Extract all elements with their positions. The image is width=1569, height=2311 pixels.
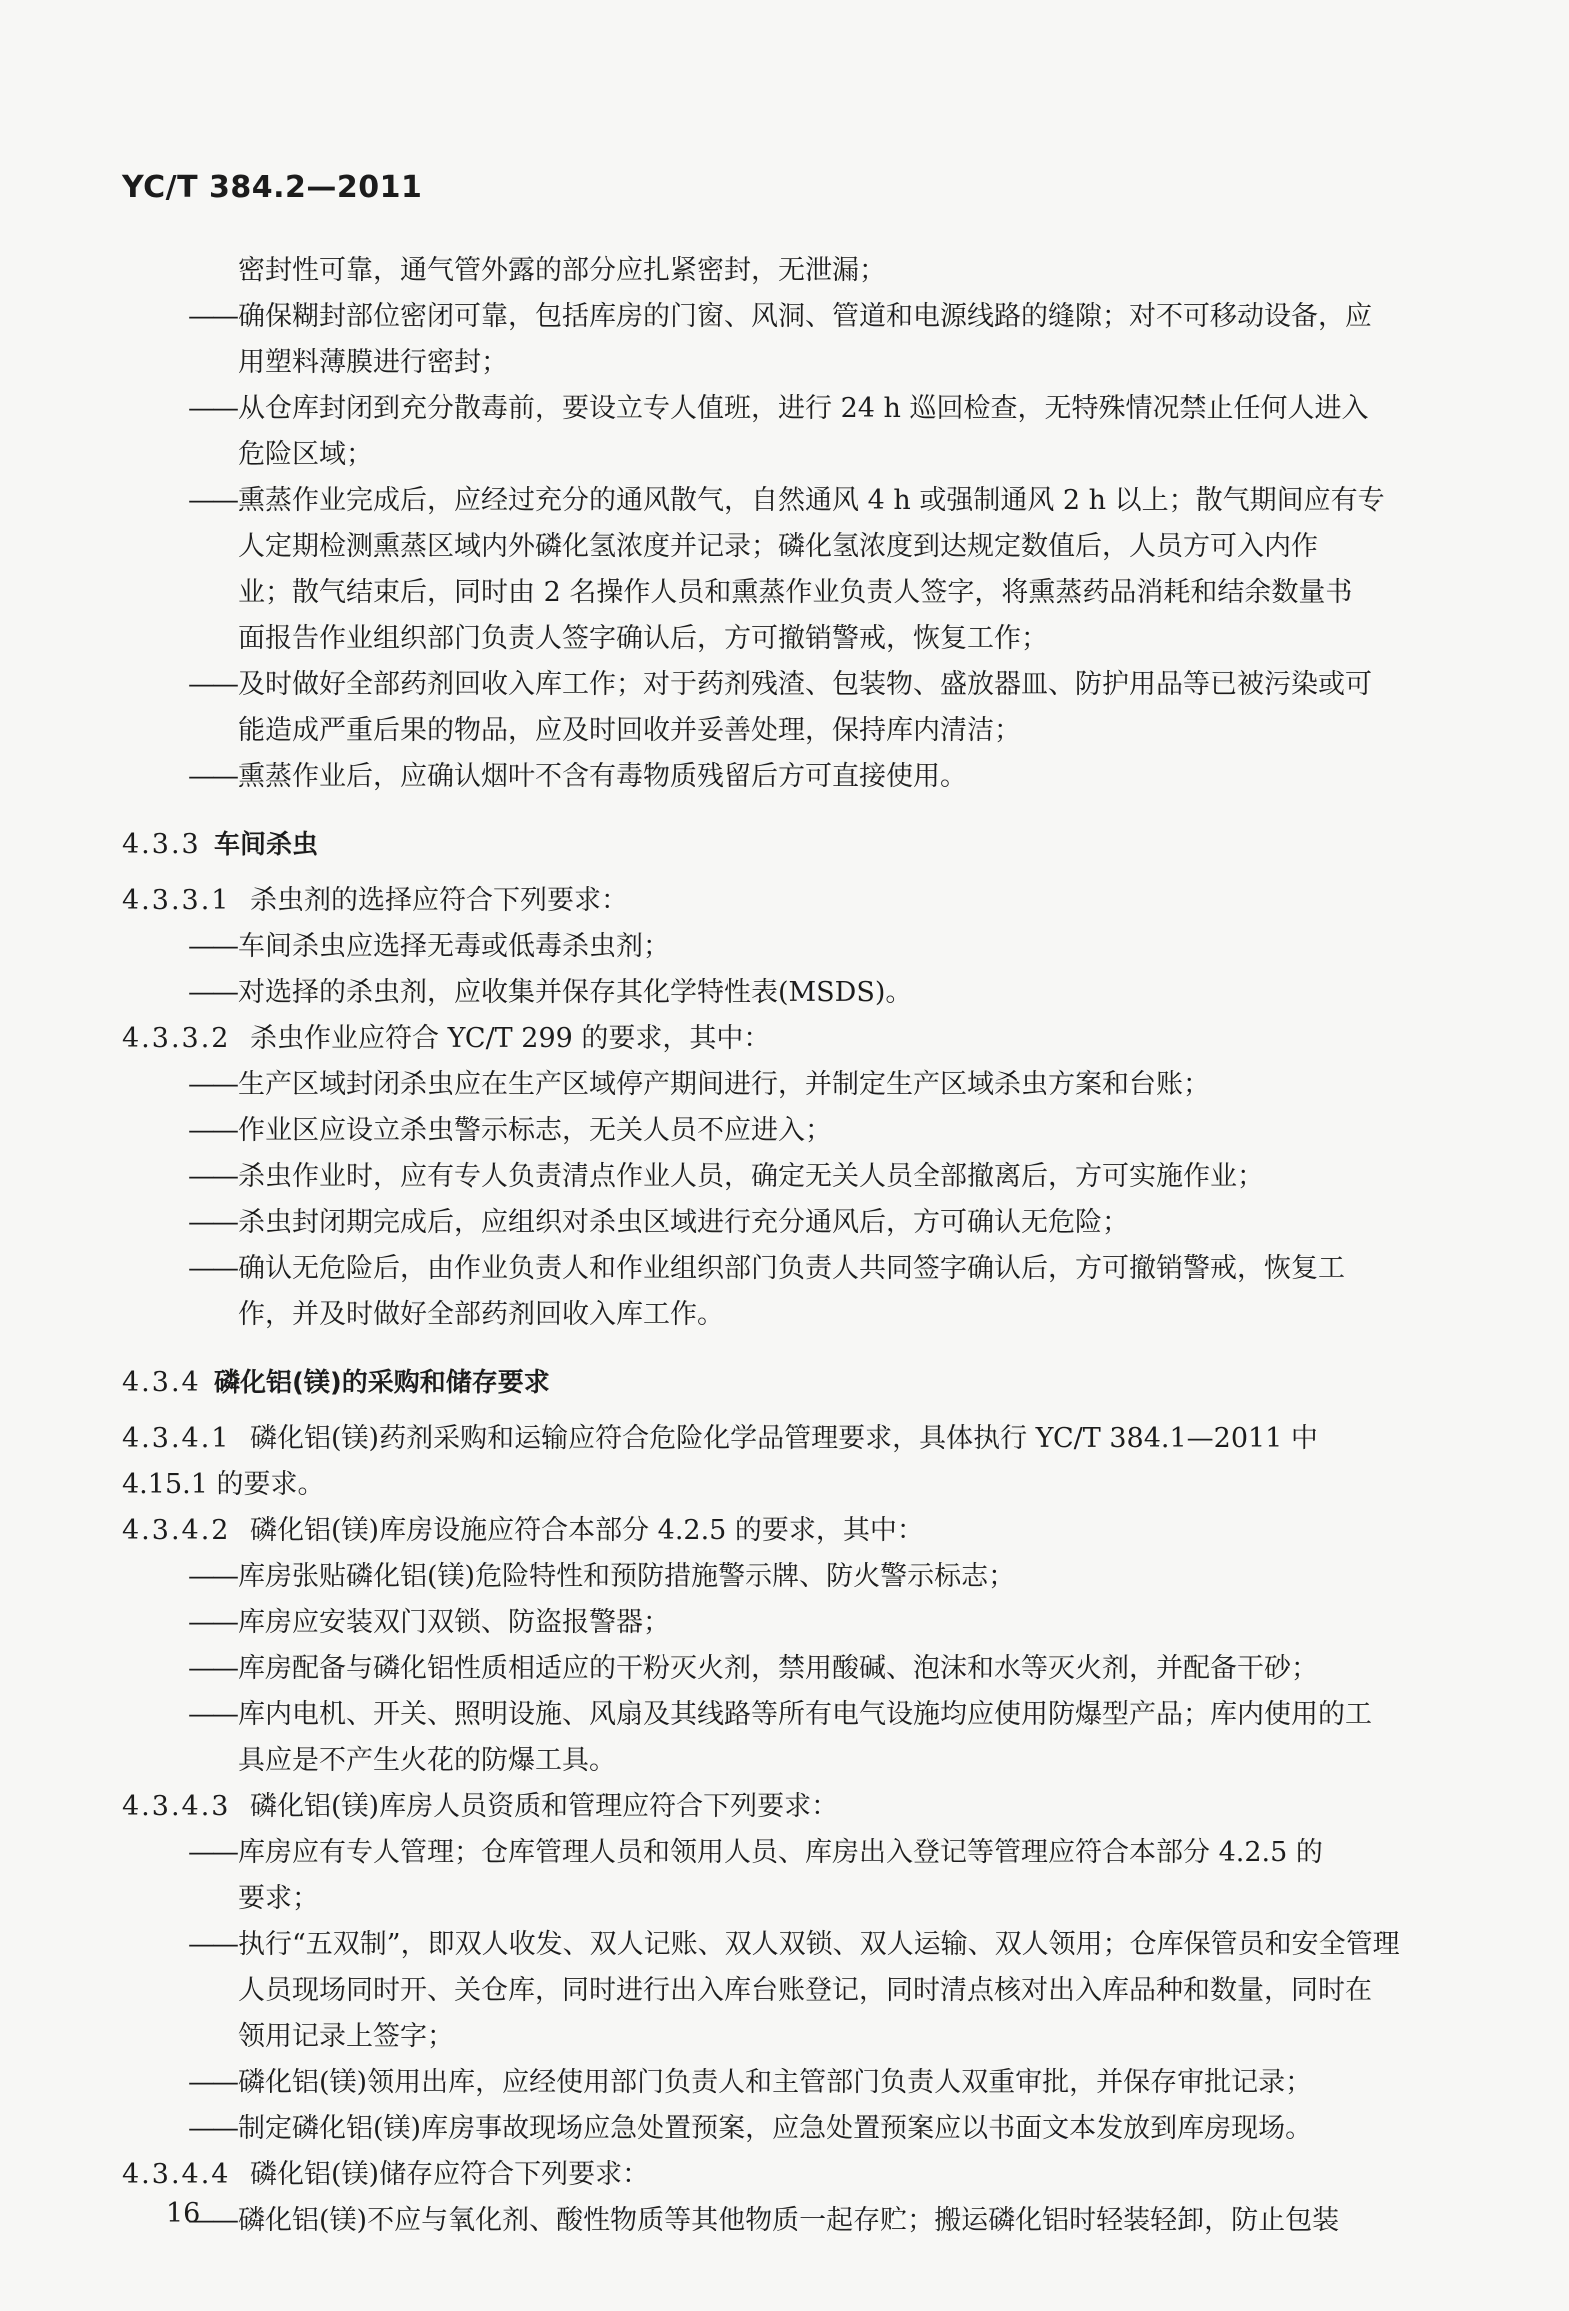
- clause-line: [122, 1016, 1412, 1062]
- list-item-text: 执行“五双制”，即双人收发、双人记账、双人双锁、双人运输、双人领用；仓库保管员和安全管理: [238, 1929, 1400, 1960]
- list-item-text: 确认无危险后，由作业负责人和作业组织部门负责人共同签字确认后，方可撤销警戒，恢复工: [238, 1253, 1345, 1284]
- clause-number: 4.3.4.4: [122, 2159, 231, 2190]
- clause-line: [122, 2152, 1412, 2198]
- continuation-line: 具应是不产生火花的防爆工具。: [238, 1745, 616, 1776]
- list-dash: ——: [188, 931, 236, 962]
- continuation-line: 作，并及时做好全部药剂回收入库工作。: [238, 1299, 724, 1330]
- list-item-text: 熏蒸作业完成后，应经过充分的通风散气，自然通风 4 h 或强制通风 2 h 以上；散气期间应有专: [238, 485, 1385, 516]
- list-item: [122, 1830, 1412, 1876]
- clause-line: [122, 1784, 1412, 1830]
- list-item-text: 制定磷化铝(镁)库房事故现场应急处置预案，应急处置预案应以书面文本发放到库房现场。: [238, 2113, 1313, 2144]
- continuation-line: 危险区域；: [238, 439, 373, 470]
- list-dash: ——: [188, 301, 236, 332]
- continuation-line: 密封性可靠，通气管外露的部分应扎紧密封，无泄漏；: [238, 255, 886, 286]
- section-heading: [122, 1360, 1412, 1406]
- continuation-line: 面报告作业组织部门负责人签字确认后，方可撤销警戒，恢复工作；: [238, 623, 1048, 654]
- continuation-line: 能造成严重后果的物品，应及时回收并妥善处理，保持库内清洁；: [238, 715, 1021, 746]
- continuation-line: 领用记录上签字；: [238, 2021, 454, 2052]
- list-item: [122, 2198, 1412, 2244]
- clause-text: 杀虫剂的选择应符合下列要求：: [250, 885, 628, 916]
- list-dash: ——: [188, 669, 236, 700]
- list-dash: ——: [188, 977, 236, 1008]
- clause-text: 磷化铝(镁)库房设施应符合本部分 4.2.5 的要求，其中：: [250, 1515, 924, 1546]
- list-dash: ——: [188, 393, 236, 424]
- clause-text: 磷化铝(镁)库房人员资质和管理应符合下列要求：: [250, 1791, 839, 1822]
- list-item-text: 杀虫作业时，应有专人负责清点作业人员，确定无关人员全部撤离后，方可实施作业；: [238, 1161, 1264, 1192]
- clause-number: 4.3.3: [122, 829, 201, 860]
- list-dash: ——: [188, 1069, 236, 1100]
- list-dash: ——: [188, 761, 236, 792]
- list-item-text: 及时做好全部药剂回收入库工作；对于药剂残渣、包装物、盛放器皿、防护用品等已被污染或可: [238, 669, 1372, 700]
- clause-number: 4.3.3.1: [122, 885, 231, 916]
- list-dash: ——: [188, 2113, 236, 2144]
- list-item-text: 杀虫封闭期完成后，应组织对杀虫区域进行充分通风后，方可确认无危险；: [238, 1207, 1129, 1238]
- page-number: 16: [166, 2198, 201, 2229]
- section-heading: [122, 822, 1412, 868]
- list-item: [122, 1246, 1412, 1292]
- list-dash: ——: [188, 1161, 236, 1192]
- list-item: [122, 294, 1412, 340]
- clause-number: 4.3.4.3: [122, 1791, 231, 1822]
- clause-number: 4.3.4.1: [122, 1423, 231, 1454]
- list-item-text: 生产区域封闭杀虫应在生产区域停产期间进行，并制定生产区域杀虫方案和台账；: [238, 1069, 1210, 1100]
- continuation-line: 业；散气结束后，同时由 2 名操作人员和熏蒸作业负责人签字，将熏蒸药品消耗和结余数量书: [238, 577, 1353, 608]
- list-dash: ——: [188, 1207, 236, 1238]
- clause-number: 4.3.4: [122, 1367, 201, 1398]
- list-item: [122, 754, 1412, 800]
- list-item: [122, 478, 1412, 524]
- clause-line: [122, 878, 1412, 924]
- list-item: [122, 386, 1412, 432]
- list-dash: ——: [188, 2205, 236, 2236]
- list-item-text: 库内电机、开关、照明设施、风扇及其线路等所有电气设施均应使用防爆型产品；库内使用的工: [238, 1699, 1372, 1730]
- list-item-text: 对选择的杀虫剂，应收集并保存其化学特性表(MSDS)。: [238, 977, 913, 1008]
- list-item: [122, 1108, 1412, 1154]
- standard-number: YC/T 384.2—2011: [122, 170, 423, 205]
- list-item: [122, 662, 1412, 708]
- list-item: [122, 970, 1412, 1016]
- list-item-text: 确保糊封部位密闭可靠，包括库房的门窗、风洞、管道和电源线路的缝隙；对不可移动设备，应: [238, 301, 1372, 332]
- list-item: [122, 1646, 1412, 1692]
- list-dash: ——: [188, 1561, 236, 1592]
- clause-line: [122, 1508, 1412, 1554]
- list-item: [122, 1922, 1412, 1968]
- list-item: [122, 1200, 1412, 1246]
- list-dash: ——: [188, 1607, 236, 1638]
- clause-line: [122, 1416, 1412, 1462]
- list-item: [122, 1600, 1412, 1646]
- clause-text: 磷化铝(镁)药剂采购和运输应符合危险化学品管理要求，具体执行 YC/T 384.1—2011 中: [250, 1423, 1318, 1454]
- continuation-line: 4.15.1 的要求。: [122, 1469, 325, 1500]
- continuation-line: 人定期检测熏蒸区域内外磷化氢浓度并记录；磷化氢浓度到达规定数值后，人员方可入内作: [238, 531, 1318, 562]
- list-dash: ——: [188, 1929, 236, 1960]
- document-body: [122, 248, 1412, 2244]
- list-dash: ——: [188, 1837, 236, 1868]
- clause-number: 4.3.4.2: [122, 1515, 231, 1546]
- list-item: [122, 1554, 1412, 1600]
- continuation-line: 人员现场同时开、关仓库，同时进行出入库台账登记，同时清点核对出入库品种和数量，同时在: [238, 1975, 1372, 2006]
- list-item-text: 从仓库封闭到充分散毒前，要设立专人值班，进行 24 h 巡回检查，无特殊情况禁止任何人进入: [238, 393, 1369, 424]
- list-item-text: 熏蒸作业后，应确认烟叶不含有毒物质残留后方可直接使用。: [238, 761, 967, 792]
- continuation-line: 要求；: [238, 1883, 319, 1914]
- list-dash: ——: [188, 1653, 236, 1684]
- list-item-text: 磷化铝(镁)领用出库，应经使用部门负责人和主管部门负责人双重审批，并保存审批记录；: [238, 2067, 1313, 2098]
- list-item-text: 库房应有专人管理；仓库管理人员和领用人员、库房出入登记等管理应符合本部分 4.2.5 的: [238, 1837, 1323, 1868]
- section-title: 车间杀虫: [214, 830, 319, 860]
- section-title: 磷化铝(镁)的采购和储存要求: [214, 1368, 550, 1398]
- list-item: [122, 2060, 1412, 2106]
- clause-text: 磷化铝(镁)储存应符合下列要求：: [250, 2159, 650, 2190]
- clause-number: 4.3.3.2: [122, 1023, 231, 1054]
- list-item-text: 库房张贴磷化铝(镁)危险特性和预防措施警示牌、防火警示标志；: [238, 1561, 1016, 1592]
- list-item: [122, 1154, 1412, 1200]
- list-item-text: 库房配备与磷化铝性质相适应的干粉灭火剂，禁用酸碱、泡沫和水等灭火剂，并配备干砂；: [238, 1653, 1318, 1684]
- list-dash: ——: [188, 1115, 236, 1146]
- continuation-line: 用塑料薄膜进行密封；: [238, 347, 508, 378]
- list-item: [122, 2106, 1412, 2152]
- list-item-text: 车间杀虫应选择无毒或低毒杀虫剂；: [238, 931, 670, 962]
- list-item: [122, 1692, 1412, 1738]
- list-item: [122, 1062, 1412, 1108]
- list-item-text: 磷化铝(镁)不应与氧化剂、酸性物质等其他物质一起存贮；搬运磷化铝时轻装轻卸，防止包装: [238, 2205, 1340, 2236]
- clause-text: 杀虫作业应符合 YC/T 299 的要求，其中：: [250, 1023, 771, 1054]
- list-item: [122, 924, 1412, 970]
- list-item-text: 库房应安装双门双锁、防盗报警器；: [238, 1607, 670, 1638]
- list-dash: ——: [188, 1699, 236, 1730]
- list-dash: ——: [188, 2067, 236, 2098]
- list-dash: ——: [188, 1253, 236, 1284]
- list-dash: ——: [188, 485, 236, 516]
- list-item-text: 作业区应设立杀虫警示标志，无关人员不应进入；: [238, 1115, 832, 1146]
